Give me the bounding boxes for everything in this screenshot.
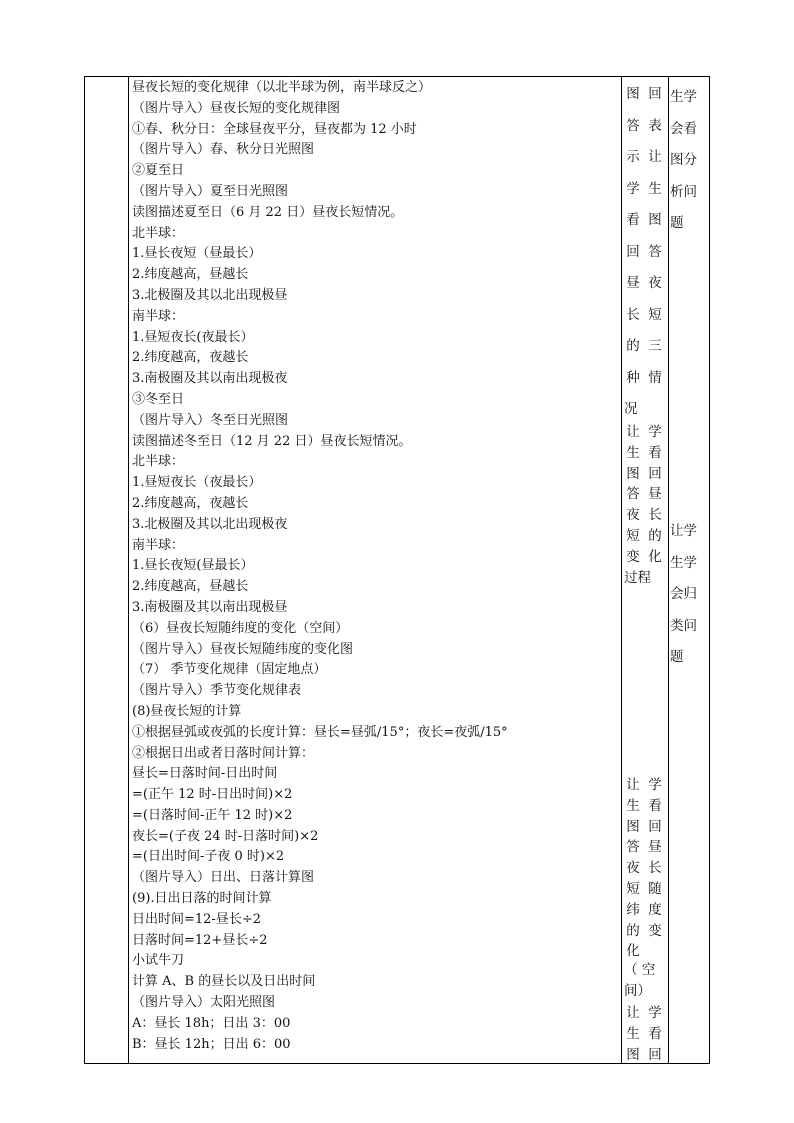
student-activity-text: （ 空 [624,962,656,979]
student-activity-char: 图 [626,465,640,482]
content-line: 夜长=(子夜 24 时-日落时间)×2 [132,828,319,844]
student-activity-2 [622,420,666,586]
student-activity-char: 看 [648,797,662,814]
content-line: 南半球： [132,308,185,324]
student-activity-char: 生 [648,180,662,197]
design-intent-line: 类问 [670,617,697,634]
content-line: 2.纬度越高，昼越长 [132,267,249,283]
student-activity-char: 夜 [626,860,640,877]
content-line: 北半球： [132,225,185,241]
student-activity-1 [622,82,666,417]
student-activity-char: 让 [648,149,662,165]
content-line: 南半球： [132,537,185,553]
content-line: (8)昼夜长短的计算 [132,703,242,719]
content-line: =(日落时间-正午 12 时)×2 [132,807,293,823]
student-activity-char: 学 [648,1005,662,1021]
student-activity-char: 变 [626,548,640,565]
student-activity-char: 短 [626,880,640,897]
content-line: （图片导入）冬至日光照图 [132,412,289,428]
design-intent-1 [670,82,708,240]
student-activity-char: 看 [626,212,640,228]
column-divider [128,77,129,1063]
content-line: （6）昼夜长短随纬度的变化（空间） [132,620,349,636]
student-activity-char: 化 [648,548,662,565]
content-line: =(日出时间-子夜 0 时)×2 [132,849,285,865]
student-activity-char: 图 [626,818,640,835]
content-line: ③冬至日 [132,391,185,407]
content-line: =(正午 12 时-日出时间)×2 [132,787,293,803]
student-activity-char: 三 [648,338,662,354]
content-line: 计算 A、B 的昼长以及日出时间 [132,974,316,990]
student-activity-char: 回 [648,465,662,482]
student-activity-char: 生 [626,444,640,461]
student-activity-char: 图 [626,86,640,102]
student-activity-text: 过程 [624,569,651,586]
content-line: 昼夜长短的变化规律（以北半球为例，南半球反之） [132,80,432,95]
column-divider [668,77,669,1063]
student-activity-char: 化 [626,943,640,960]
student-activity-char: 学 [648,777,662,793]
design-intent-line: 让学 [670,523,697,539]
student-activity-char: 看 [648,444,662,461]
student-activity-char: 情 [648,369,662,386]
student-activity-char: 看 [648,1025,662,1042]
content-line: 小试牛刀 [132,953,185,969]
content-line: 日出时间=12-昼长÷2 [132,911,261,927]
design-intent-line: 会归 [670,586,697,602]
student-activity-char: 度 [648,901,662,918]
student-activity-char: 生 [626,797,640,814]
content-line: 读图描述冬至日（12 月 22 日）昼夜长短情况。 [132,433,412,449]
content-line: （图片导入）春、秋分日光照图 [132,142,315,158]
student-activity-char: 纬 [626,901,640,918]
student-activity-text: 况 [624,401,638,417]
content-line: 1.昼长夜短（昼最长） [132,246,262,262]
student-activity-text: 间） [624,982,651,999]
design-intent-line: 题 [670,649,684,665]
student-activity-char: 图 [648,212,662,228]
student-activity-char: 让 [626,777,640,793]
student-activity-char: 回 [648,86,662,102]
content-line: 读图描述夏至日（6 月 22 日）昼夜长短情况。 [132,204,404,220]
content-line: （图片导入）昼夜长短的变化规律图 [132,100,341,116]
student-activity-char: 示 [626,149,640,165]
design-intent-line: 图分 [670,152,697,168]
student-activity-char: 的 [626,338,640,354]
content-line: 2.纬度越高，夜越长 [132,350,249,366]
design-intent-2 [670,516,708,674]
student-activity-char: 让 [626,1005,640,1021]
content-line: (9).日出日落的时间计算 [132,891,272,907]
content-line: 1.昼短夜长（夜最长） [132,475,262,491]
content-line: 1.昼短夜长(夜最长） [132,329,254,345]
student-activity-char: 学 [626,180,640,197]
content-line: B：昼长 12h；日出 6：00 [132,1036,291,1052]
design-intent-line: 生学 [670,554,697,571]
student-activity-char: 夜 [626,507,640,524]
student-activity-char: 昼 [648,839,662,856]
student-activity-char: 让 [626,424,640,440]
student-activity-char: 长 [648,507,662,524]
content-line: （图片导入）太阳光照图 [132,995,276,1011]
student-activity-char: 答 [648,243,662,260]
content-line: （图片导入）夏至日光照图 [132,183,289,199]
student-activity-char: 的 [648,527,662,544]
student-activity-char: 昼 [648,486,662,503]
content-line: （7） 季节变化规律（固定地点） [132,662,327,678]
content-line: 3.南极圈及其以南出现极昼 [132,599,288,615]
design-intent-line: 会看 [670,120,697,137]
student-activity-char: 短 [626,527,640,544]
student-activity-char: 昼 [626,275,640,291]
student-activity-4 [622,1001,666,1063]
content-line: 2.纬度越高，昼越长 [132,579,249,595]
student-activity-char: 答 [626,117,640,134]
student-activity-char: 短 [648,306,662,323]
student-activity-char: 生 [626,1025,640,1042]
content-line: 北半球： [132,454,185,470]
content-line: 3.北极圈及其以北出现极夜 [132,516,288,532]
content-line: （图片导入）日出、日落计算图 [132,870,315,886]
content-line: （图片导入）季节变化规律表 [132,683,302,699]
student-activity-char: 回 [648,818,662,835]
student-activity-char: 学 [648,424,662,440]
student-activity-char: 夜 [648,275,662,291]
student-activity-char: 表 [648,117,662,134]
student-activity-char: 回 [648,1046,662,1063]
student-activity-char: 图 [626,1046,640,1063]
teaching-content [132,78,620,1055]
content-line: 昼长=日落时间-日出时间 [132,766,278,782]
student-activity-char: 的 [626,922,640,939]
student-activity-char: 答 [626,486,640,503]
student-activity-char: 答 [626,839,640,856]
student-activity-char: 种 [626,369,640,386]
student-activity-char: 回 [626,243,640,260]
content-line: A：昼长 18h；日出 3：00 [132,1015,291,1031]
student-activity-3 [622,773,666,1002]
student-activity-char: 随 [648,880,662,897]
design-intent-line: 析问 [670,183,697,200]
content-line: ①根据昼弧或夜弧的长度计算：昼长=昼弧/15°；夜长=夜弧/15° [132,724,508,740]
content-line: ①春、秋分日：全球昼夜平分，昼夜都为 12 小时 [132,121,417,137]
student-activity-char: 变 [648,922,662,939]
content-line: ②夏至日 [132,163,185,179]
student-activity-char: 长 [648,860,662,877]
content-line: （图片导入）昼夜长短随纬度的变化图 [132,641,354,657]
content-line: 2.纬度越高，夜越长 [132,495,249,511]
content-line: 日落时间=12+昼长÷2 [132,932,268,948]
content-line: 3.南极圈及其以南出现极夜 [132,371,288,387]
content-line: ②根据日出或者日落时间计算： [132,745,315,761]
content-line: 1.昼长夜短(昼最长） [132,558,254,574]
student-activity-char: 长 [626,306,640,323]
design-intent-line: 生学 [670,89,697,105]
design-intent-line: 题 [670,215,684,231]
content-line: 3.北极圈及其以北出现极昼 [132,287,288,303]
